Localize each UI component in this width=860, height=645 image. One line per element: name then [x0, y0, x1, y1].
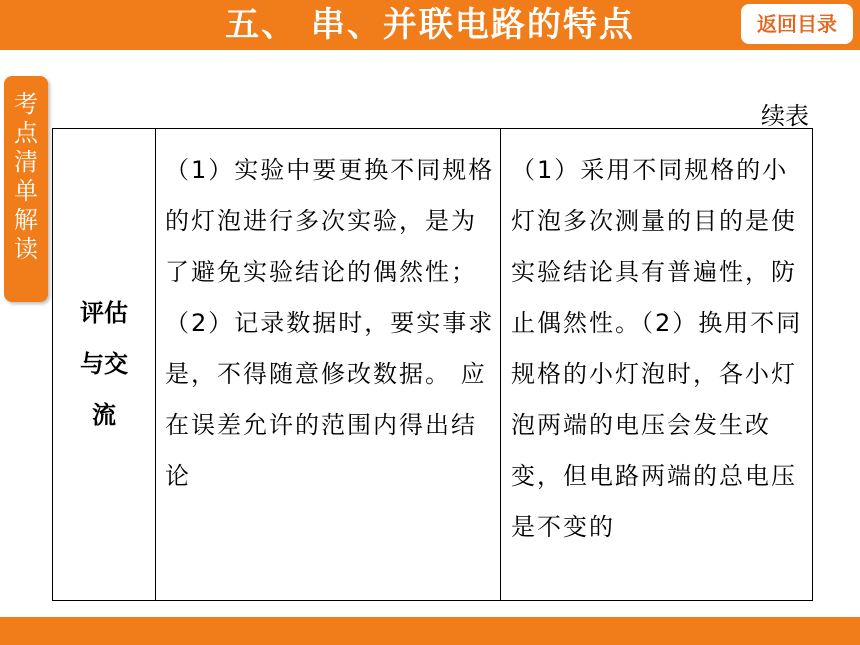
column-divider	[155, 129, 156, 600]
sidebar-tab-label: 考点清单解读	[14, 90, 38, 263]
page-title: 五、 串、并联电路的特点	[225, 5, 635, 45]
row-heading-cell	[53, 129, 155, 600]
row-heading: 评估与交流	[80, 299, 128, 429]
series-circuit-cell: （1）实验中要更换不同规格的灯泡进行多次实验，是为了避免实验结论的偶然性；（2）记录数据时，要实事求是，不得随意修改数据。 应在误差允许的范围内得出结论	[165, 156, 495, 490]
footer-bar	[0, 617, 860, 645]
continued-label: 续表	[761, 102, 809, 130]
sidebar-tab-exam-points[interactable]	[4, 76, 48, 302]
parallel-circuit-cell: （1）采用不同规格的小灯泡多次测量的目的是使实验结论具有普遍性，防止偶然性。（2）换用不同规格的小灯泡时，各小灯泡两端的电压会发生改变，但电路两端的总电压是不变的	[511, 156, 803, 541]
back-to-contents-button[interactable]: 返回目录	[741, 4, 853, 44]
content-table	[52, 128, 813, 601]
